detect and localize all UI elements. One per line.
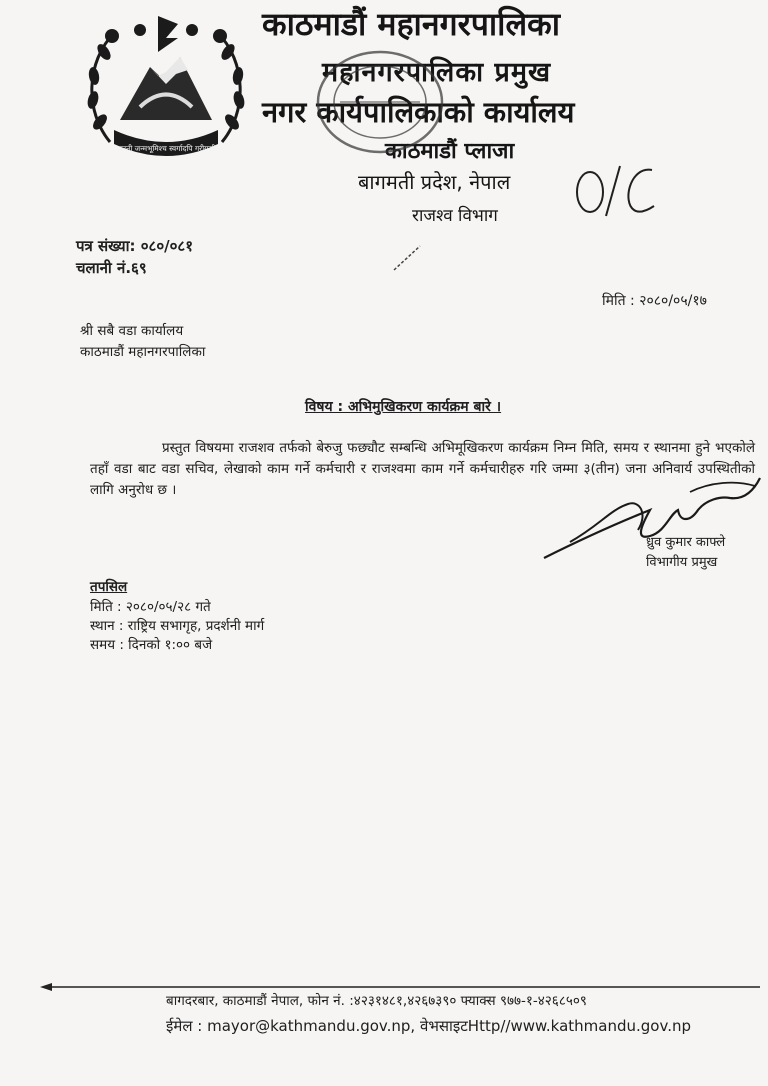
details-venue: स्थान : राष्ट्रिय सभागृह, प्रदर्शनी मार्ग [90, 618, 265, 634]
office-stamp-icon [305, 40, 455, 160]
handwritten-oc-note [572, 160, 662, 218]
letter-date: मिति : २०८०/०५/१७ [602, 293, 707, 309]
recipient-line-1: श्री सबै वडा कार्यालय [80, 323, 184, 339]
nepal-emblem-icon [80, 12, 252, 170]
recipient-line-2: काठमाडौं महानगरपालिका [80, 344, 206, 360]
emblem-motto: जननी जन्मभूमिश्च स्वर्गादपि गरीयसी [116, 144, 216, 153]
letterhead-org-name: काठमाडौं महानगरपालिका [262, 5, 561, 43]
footer-address: बागदरबार, काठमाडौं नेपाल, फोन नं. :४२३१४८१,४२६७३९० फ्याक्स ९७७-१-४२६८५०९ [166, 993, 587, 1009]
pen-mark-icon [392, 242, 422, 272]
body-paragraph: प्रस्तुत विषयमा राजशव तर्फको बेरुजु फछ्यौट सम्बन्धि अभिमूखिकरण कार्यक्रम निम्न मिति, समय र स्थानमा हुने भएकोले तहाँ वडा बाट वडा सचिव, लेखाको काम गर्ने कर्मचारी र राजश्वमा काम गर्ने कर्मचारीहरु गरि जम्मा ३(तीन) जना अनिवार्य उपस्थितीको लागि अनुरोध छ । [90, 440, 755, 498]
details-title: तपसिल [90, 579, 128, 595]
details-time: समय : दिनको १:०० बजे [90, 637, 213, 653]
letterhead-province: बागमती प्रदेश, नेपाल [358, 170, 511, 194]
handwritten-signature-icon [540, 470, 765, 565]
letter-number: पत्र संख्या: ०८०/०८१ [76, 237, 194, 255]
signatory-name: ध्रुव कुमार काफ्ले [646, 535, 726, 550]
letterhead-plaza: काठमाडौं प्लाजा [385, 139, 515, 164]
subject-line: विषय : अभिमुखिकरण कार्यक्रम बारे । [305, 399, 502, 415]
letterhead-office-name: नगर कार्यपालिकाको कार्यालय [262, 95, 575, 129]
letterhead-department: राजश्व विभाग [412, 206, 498, 226]
signatory-post: विभागीय प्रमुख [646, 555, 718, 570]
details-date: मिति : २०८०/०५/२८ गते [90, 599, 211, 615]
dispatch-number: चलानी नं.६९ [76, 259, 147, 277]
footer-contact: ईमेल : mayor@kathmandu.gov.np, वेभसाइटHttp//www.kathmandu.gov.np [166, 1017, 691, 1035]
letterhead-mayor-line: महानगरपालिका प्रमुख [322, 57, 552, 88]
